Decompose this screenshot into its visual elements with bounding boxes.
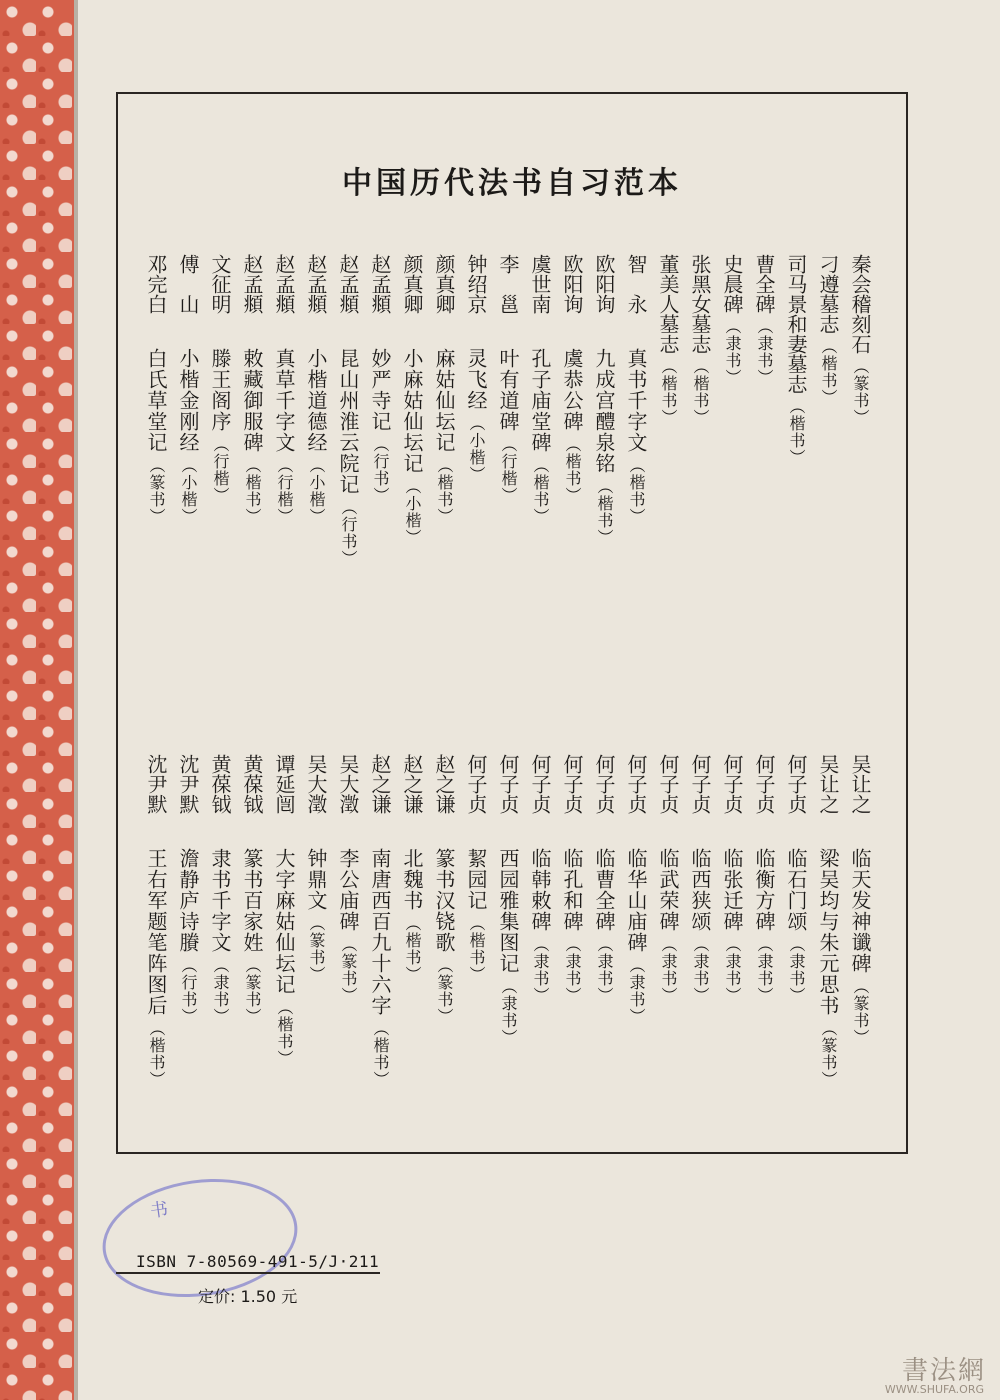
entry-author: 欧阳询 [560, 254, 584, 314]
entry-author: 何子贞 [496, 754, 520, 814]
entry-style: （篆书） [819, 1020, 838, 1088]
list-item [268, 254, 300, 704]
entry-author: 司马景和妻墓志 [784, 254, 808, 394]
entry-author: 赵孟頫 [272, 254, 296, 314]
entry-style: （篆书） [307, 915, 326, 983]
watermark-logo [864, 1348, 992, 1396]
entry-style: （隶书） [531, 936, 550, 1004]
list-item [300, 254, 332, 704]
entry-work: 小麻姑仙坛记 [400, 348, 424, 474]
list-item [460, 254, 492, 704]
entry-author: 文征明 [208, 254, 232, 314]
entry-author: 何子贞 [528, 754, 552, 814]
entry-style: （隶书） [755, 936, 774, 1004]
list-item [652, 754, 684, 1144]
entry-work: 真草千字文 [272, 348, 296, 453]
entry-author: 张黑女墓志 [688, 254, 712, 354]
entry-style: （隶书） [563, 936, 582, 1004]
entry-style: （行楷） [211, 436, 230, 504]
entry-author: 何子贞 [752, 754, 776, 814]
entry-style: （小楷） [467, 415, 486, 483]
entry-style: （楷书） [371, 1020, 390, 1088]
entry-work: 灵飞经 [464, 348, 488, 411]
list-item [364, 254, 396, 704]
entry-style: （楷书） [691, 358, 710, 426]
entry-author: 吴大澂 [304, 754, 328, 814]
entry-style: （篆书） [435, 957, 454, 1025]
entry-author: 黄葆钺 [240, 754, 264, 814]
list-item [172, 254, 204, 704]
entry-work: 临韩敕碑 [528, 848, 552, 932]
list-item [140, 754, 172, 1144]
entry-style: （隶书） [627, 957, 646, 1025]
entry-style: （楷书） [243, 457, 262, 525]
list-item [652, 254, 684, 704]
entry-work: 九成宫醴泉铭 [592, 348, 616, 474]
entry-work: 临孔和碑 [560, 848, 584, 932]
entry-style: （楷书） [595, 478, 614, 546]
entry-style: （楷书） [435, 457, 454, 525]
lower-book-list [142, 754, 876, 1144]
entry-work: 篆书汉铙歌 [432, 848, 456, 953]
entry-style: （小楷） [403, 478, 422, 546]
list-item [556, 254, 588, 704]
list-item [236, 254, 268, 704]
entry-style: （篆书） [339, 936, 358, 1004]
entry-work: 叶有道碑 [496, 348, 520, 432]
entry-work: 西园雅集图记 [496, 848, 520, 974]
entry-author: 吴让之 [816, 754, 840, 814]
entry-style: （篆书） [851, 978, 870, 1046]
entry-work: 临华山庙碑 [624, 848, 648, 953]
entry-author: 何子贞 [624, 754, 648, 814]
entry-work: 临武荣碑 [656, 848, 680, 932]
entry-work: 小楷金刚经 [176, 348, 200, 453]
list-item [748, 754, 780, 1144]
entry-author: 沈尹默 [144, 754, 168, 814]
entry-style: （行楷） [499, 436, 518, 504]
entry-work: 敕藏御服碑 [240, 348, 264, 453]
entry-author: 赵孟頫 [336, 254, 360, 314]
entry-work: 李公庙碑 [336, 848, 360, 932]
entry-style: （隶书） [723, 318, 742, 386]
entry-work: 梁吴均与朱元思书 [816, 848, 840, 1016]
entry-work: 临天发神谶碑 [848, 848, 872, 974]
entry-style: （隶书） [787, 936, 806, 1004]
entry-author: 何子贞 [656, 754, 680, 814]
entry-work: 白氏草堂记 [144, 348, 168, 453]
entry-work: 临张迁碑 [720, 848, 744, 932]
list-item [748, 254, 780, 704]
list-item [524, 254, 556, 704]
list-item [428, 754, 460, 1144]
entry-author: 董美人墓志 [656, 254, 680, 354]
list-item [780, 254, 812, 704]
entry-author: 何子贞 [592, 754, 616, 814]
entry-work: 临西狭颂 [688, 848, 712, 932]
entry-style: （隶书） [211, 957, 230, 1025]
entry-author: 赵之谦 [400, 754, 424, 814]
list-item [844, 254, 876, 704]
entry-style: （楷书） [563, 436, 582, 504]
list-item [268, 754, 300, 1144]
entry-work: 真书千字文 [624, 348, 648, 453]
entry-author: 赵孟頫 [240, 254, 264, 314]
entry-work: 昆山州淮云院记 [336, 348, 360, 495]
list-item [716, 754, 748, 1144]
entry-author: 赵孟頫 [304, 254, 328, 314]
entry-style: （篆书） [851, 358, 870, 426]
entry-work: 篆书百家姓 [240, 848, 264, 953]
entry-work: 小楷道德经 [304, 348, 328, 453]
entry-author: 秦会稽刻石 [848, 254, 872, 354]
entry-author: 何子贞 [560, 754, 584, 814]
list-item [588, 254, 620, 704]
entry-author: 何子贞 [784, 754, 808, 814]
entry-work: 临衡方碑 [752, 848, 776, 932]
list-item [780, 754, 812, 1144]
entry-author: 史晨碑 [720, 254, 744, 314]
entry-style: （隶书） [499, 978, 518, 1046]
entry-style: （楷书） [819, 338, 838, 406]
entry-author: 颜真卿 [400, 254, 424, 314]
entry-author: 曹全碑 [752, 254, 776, 314]
entry-work: 隶书千字文 [208, 848, 232, 953]
list-item [684, 754, 716, 1144]
list-item [204, 754, 236, 1144]
entry-work: 钟鼎文 [304, 848, 328, 911]
entry-style: （行书） [371, 436, 390, 504]
list-item [812, 754, 844, 1144]
list-item [332, 254, 364, 704]
price-label: 定价: 1.50 元 [198, 1287, 298, 1306]
list-item [172, 754, 204, 1144]
list-item [204, 254, 236, 704]
entry-work: 北魏书 [400, 848, 424, 911]
entry-work: 孔子庙堂碑 [528, 348, 552, 453]
entry-author: 何子贞 [720, 754, 744, 814]
entry-work: 妙严寺记 [368, 348, 392, 432]
entry-style: （篆书） [147, 457, 166, 525]
list-item [556, 754, 588, 1144]
isbn-rule [116, 1272, 380, 1274]
list-item [300, 754, 332, 1144]
entry-author: 颜真卿 [432, 254, 456, 314]
list-item [396, 754, 428, 1144]
entry-style: （行书） [179, 957, 198, 1025]
entry-style: （隶书） [691, 936, 710, 1004]
entry-author: 邓完白 [144, 254, 168, 314]
entry-work: 大字麻姑仙坛记 [272, 848, 296, 995]
list-item [492, 754, 524, 1144]
list-item [332, 754, 364, 1144]
entry-author: 何子贞 [464, 754, 488, 814]
list-item [236, 754, 268, 1144]
entry-style: （楷书） [531, 457, 550, 525]
entry-author: 虞世南 [528, 254, 552, 314]
entry-style: （行书） [339, 499, 358, 567]
entry-author: 欧阳询 [592, 254, 616, 314]
list-item [364, 754, 396, 1144]
list-item [620, 254, 652, 704]
list-item [716, 254, 748, 704]
entry-author: 刁遵墓志 [816, 254, 840, 334]
entry-author: 智 永 [624, 254, 648, 314]
entry-work: 滕王阁序 [208, 348, 232, 432]
entry-work: 絜园记 [464, 848, 488, 911]
upper-book-list [142, 254, 876, 704]
entry-style: （楷书） [147, 1020, 166, 1088]
watermark-text: 書法網 [901, 1356, 986, 1386]
entry-style: （楷书） [403, 915, 422, 983]
entry-work: 南唐西百九十六字 [368, 848, 392, 1016]
entry-author: 赵之谦 [432, 754, 456, 814]
entry-author: 黄葆钺 [208, 754, 232, 814]
list-item [844, 754, 876, 1144]
entry-work: 虞恭公碑 [560, 348, 584, 432]
entry-author: 沈尹默 [176, 754, 200, 814]
series-list-frame [116, 92, 908, 1154]
entry-author: 赵孟頫 [368, 254, 392, 314]
entry-style: （隶书） [659, 936, 678, 1004]
decorative-spine-pattern [0, 0, 74, 1400]
list-item [620, 754, 652, 1144]
entry-style: （楷书） [627, 457, 646, 525]
list-item [492, 254, 524, 704]
entry-style: （楷书） [275, 999, 294, 1067]
entry-author: 吴让之 [848, 754, 872, 814]
entry-work: 澹静庐诗賸 [176, 848, 200, 953]
entry-author: 吴大澂 [336, 754, 360, 814]
entry-style: （篆书） [243, 957, 262, 1025]
entry-author: 李 邕 [496, 254, 520, 314]
entry-author: 傅 山 [176, 254, 200, 314]
list-item [460, 754, 492, 1144]
entry-style: （楷书） [467, 915, 486, 983]
entry-style: （小楷） [179, 457, 198, 525]
watermark-url: WWW.SHUFA.ORG [884, 1383, 984, 1396]
spine-edge [74, 0, 78, 1400]
isbn-number: ISBN 7-80569-491-5/J·211 [136, 1252, 380, 1271]
list-item [588, 754, 620, 1144]
list-item [396, 254, 428, 704]
entry-author: 赵之谦 [368, 754, 392, 814]
list-item [428, 254, 460, 704]
entry-style: （楷书） [787, 398, 806, 466]
entry-work: 临石门颂 [784, 848, 808, 932]
list-item [812, 254, 844, 704]
entry-style: （隶书） [595, 936, 614, 1004]
entry-author: 谭延闿 [272, 754, 296, 814]
entry-style: （小楷） [307, 457, 326, 525]
entry-work: 临曹全碑 [592, 848, 616, 932]
list-item [140, 254, 172, 704]
page-title: 中国历代法书自习范本 [342, 166, 682, 201]
entry-style: （楷书） [659, 358, 678, 426]
entry-work: 麻姑仙坛记 [432, 348, 456, 453]
stamp-text: 书 [148, 1198, 170, 1223]
entry-style: （隶书） [723, 936, 742, 1004]
list-item [684, 254, 716, 704]
entry-style: （行楷） [275, 457, 294, 525]
entry-author: 何子贞 [688, 754, 712, 814]
list-item [524, 754, 556, 1144]
entry-work: 王右军题笔阵图后 [144, 848, 168, 1016]
entry-style: （隶书） [755, 318, 774, 386]
entry-author: 钟绍京 [464, 254, 488, 314]
